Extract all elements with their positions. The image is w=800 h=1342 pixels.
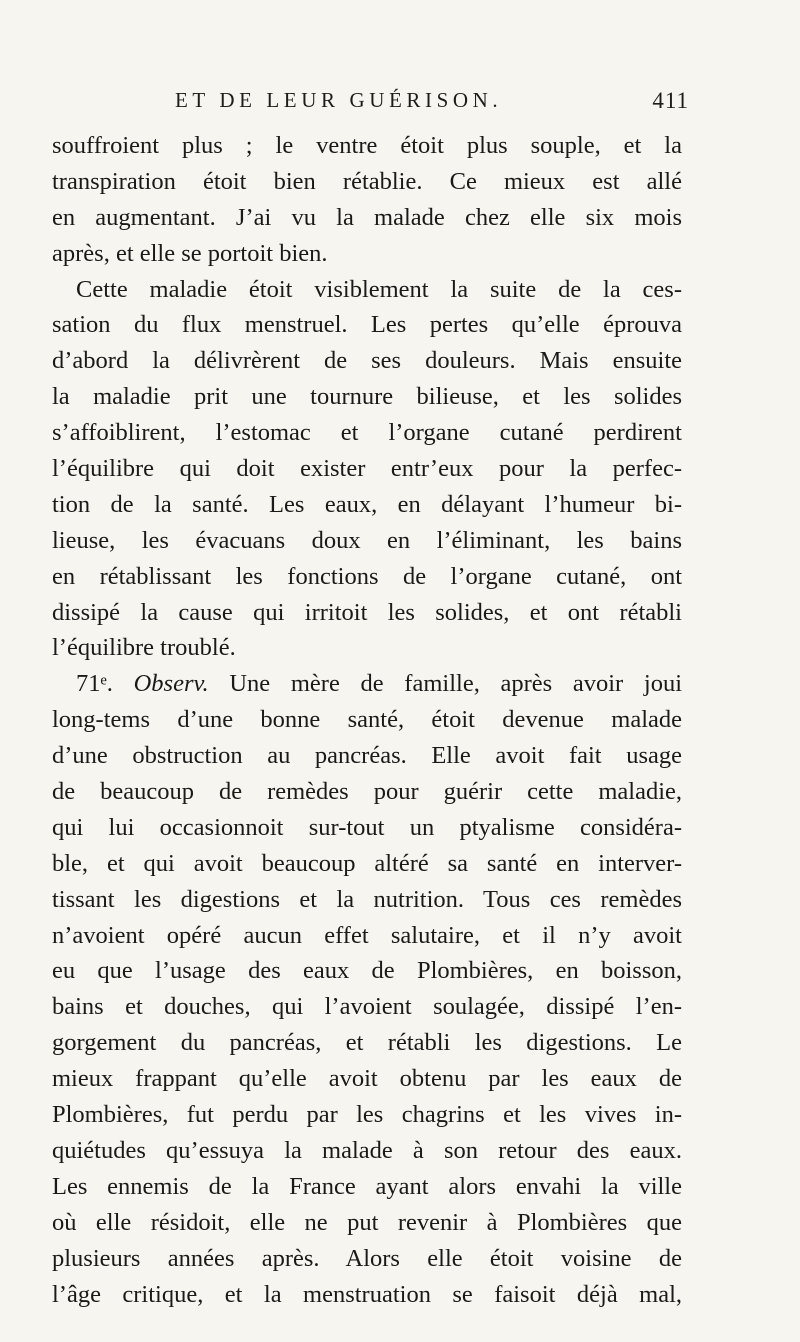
observation-heading-line — [52, 666, 682, 702]
text-line: lieuse, les évacuans doux en l’éliminant, les bains — [52, 526, 682, 554]
observation-number: 71ᵉ. — [76, 670, 113, 698]
text-line: long-tems d’une bonne santé, étoit devenue malade — [52, 706, 682, 734]
page-number: 411 — [652, 88, 689, 113]
observation-label: Observ. — [133, 670, 209, 698]
text-line: l’équilibre troublé. — [52, 634, 236, 662]
text-line: l’équilibre qui doit exister entr’eux pour la perfec- — [52, 455, 682, 483]
text-line: en rétablissant les fonctions de l’organe cutané, ont — [52, 562, 682, 590]
text-line: Plombières, fut perdu par les chagrins et les vives in- — [52, 1101, 682, 1129]
text-line: mieux frappant qu’elle avoit obtenu par les eaux de — [52, 1065, 682, 1093]
text-line: quiétudes qu’essuya la malade à son retour des eaux. — [52, 1136, 682, 1164]
text-line: bains et douches, qui l’avoient soulagée, dissipé l’en- — [52, 993, 682, 1021]
text-line: s’affoiblirent, l’estomac et l’organe cutané perdirent — [52, 419, 682, 447]
text-line: transpiration étoit bien rétablie. Ce mieux est allé — [52, 167, 682, 195]
text-line: gorgement du pancréas, et rétabli les digestions. Le — [52, 1029, 682, 1057]
text-line: Les ennemis de la France ayant alors envahi la ville — [52, 1172, 682, 1200]
body-text — [52, 128, 682, 1312]
text-line: dissipé la cause qui irritoit les solides, et ont rétabli — [52, 598, 682, 626]
text-line: la maladie prit une tournure bilieuse, et les solides — [52, 383, 682, 411]
text-line: tion de la santé. Les eaux, en délayant l’humeur bi- — [52, 490, 682, 518]
text-line: n’avoient opéré aucun effet salutaire, et il n’y avoit — [52, 921, 682, 949]
text-line: souffroient plus ; le ventre étoit plus souple, et la — [52, 132, 682, 159]
text-line: sation du flux menstruel. Les pertes qu’elle éprouva — [52, 311, 682, 339]
text-line: eu que l’usage des eaux de Plombières, en boisson, — [52, 957, 682, 985]
text-line: Cette maladie étoit visiblement la suite de la ces- — [76, 275, 682, 303]
text-line: plusieurs années après. Alors elle étoit voisine de — [52, 1244, 682, 1272]
text-line: d’abord la délivrèrent de ses douleurs. Mais ensuite — [52, 347, 682, 375]
text-line: après, et elle se portoit bien. — [52, 239, 328, 267]
text-line: d’une obstruction au pancréas. Elle avoit fait usage — [52, 742, 682, 770]
running-head-title: ET DE LEUR GUÉRISON. — [175, 88, 503, 112]
text-line: qui lui occasionnoit sur-tout un ptyalisme considéra- — [52, 813, 682, 841]
text-line: ble, et qui avoit beaucoup altéré sa santé en interver- — [52, 849, 682, 877]
text-line: de beaucoup de remèdes pour guérir cette maladie, — [52, 778, 682, 806]
text-line: l’âge critique, et la menstruation se faisoit déjà mal, — [52, 1280, 682, 1308]
running-head — [175, 88, 695, 118]
text-line: en augmentant. J’ai vu la malade chez elle six mois — [52, 203, 682, 231]
text-line: tissant les digestions et la nutrition. Tous ces remèdes — [52, 885, 682, 913]
text-line: où elle résidoit, elle ne put revenir à Plombières que — [52, 1208, 682, 1236]
observation-first-line: Une mère de famille, après avoir joui — [229, 670, 683, 698]
